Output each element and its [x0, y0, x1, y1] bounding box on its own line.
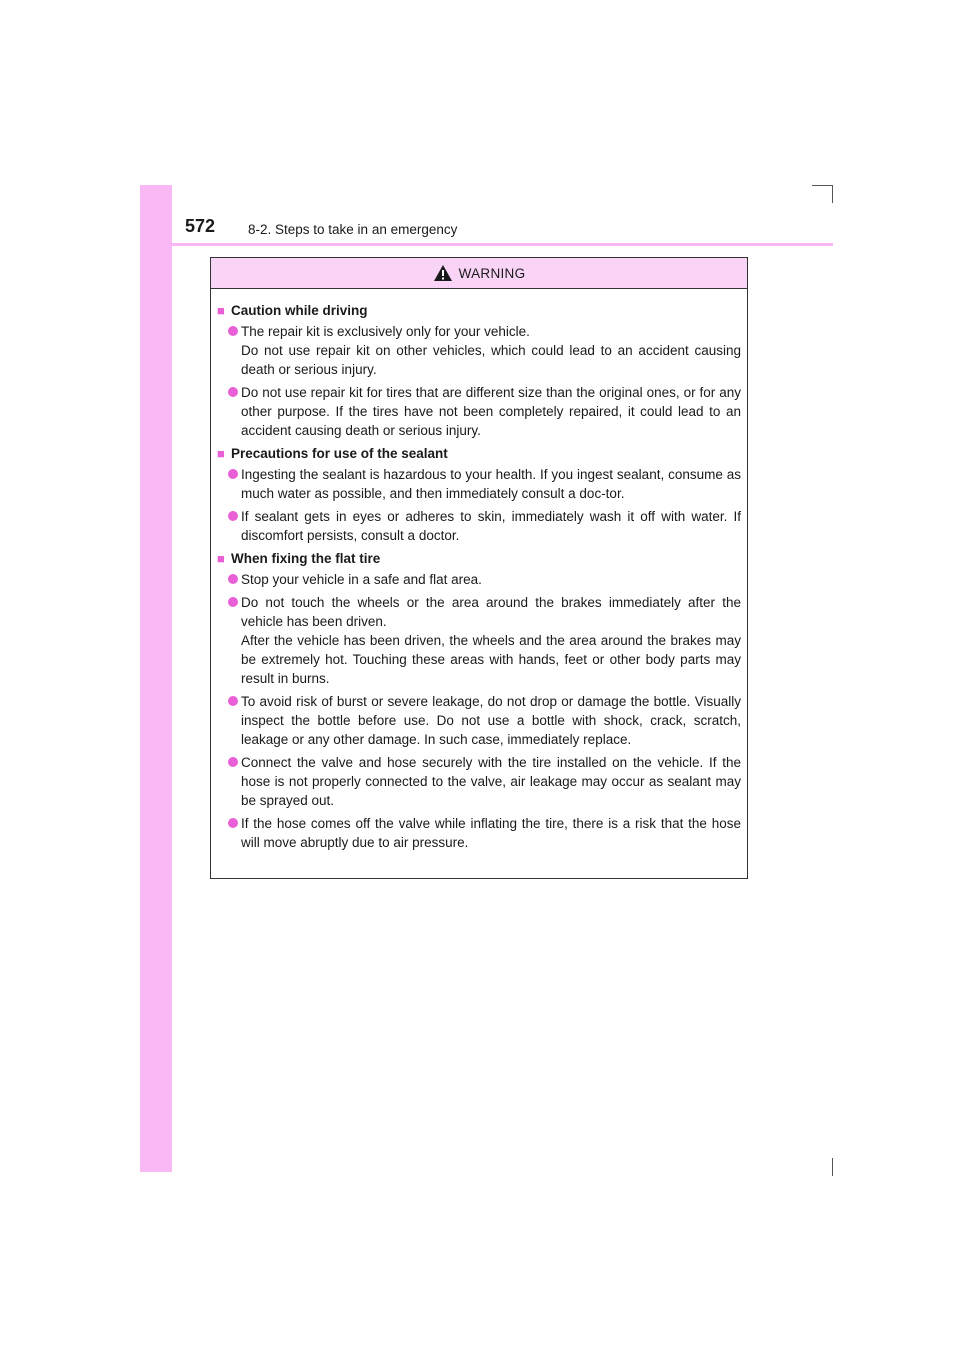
circle-bullet-icon — [227, 814, 241, 833]
item-paragraph: After the vehicle has been driven, the wheels and the area around the brakes may be extremely hot. Touching these areas with hands, feet or other body parts may result in burns. — [241, 633, 741, 686]
warning-section — [217, 549, 741, 852]
circle-bullet-icon — [227, 507, 241, 526]
list-item — [217, 753, 741, 810]
list-item-text — [241, 322, 741, 379]
list-item-text — [241, 692, 741, 749]
item-paragraph: To avoid risk of burst or severe leakage, do not drop or damage the bottle. Visually inspect the bottle before use. Do not use a bottle with shock, crack, scratch, leakage or any other damage. In such case, immediately replace. — [241, 694, 741, 747]
item-paragraph: If sealant gets in eyes or adheres to skin, immediately wash it off with water. If discomfort persists, consult a doctor. — [241, 509, 741, 543]
crop-mark-top-vertical — [832, 185, 833, 203]
square-bullet-icon: ■ — [217, 446, 225, 461]
list-item-text — [241, 383, 741, 440]
warning-body — [211, 289, 747, 852]
section-heading — [217, 549, 741, 568]
list-item — [217, 383, 741, 440]
warning-box — [210, 257, 748, 879]
section-heading-text: Precautions for use of the sealant — [231, 446, 448, 461]
warning-header — [211, 258, 747, 289]
list-item — [217, 570, 741, 589]
crop-mark-bottom — [832, 1158, 833, 1176]
circle-bullet-icon — [227, 753, 241, 772]
warning-triangle-icon — [433, 264, 453, 282]
square-bullet-icon: ■ — [217, 551, 225, 566]
square-bullet-icon: ■ — [217, 303, 225, 318]
circle-bullet-icon — [227, 692, 241, 711]
circle-bullet-icon — [227, 570, 241, 589]
page-number: 572 — [185, 216, 216, 236]
crop-mark-top — [812, 185, 832, 186]
item-paragraph: Stop your vehicle in a safe and flat area. — [241, 572, 482, 587]
item-paragraph: Do not touch the wheels or the area around the brakes immediately after the vehicle has been driven. — [241, 595, 741, 629]
side-tab — [140, 185, 172, 1172]
section-heading-text: When fixing the flat tire — [231, 551, 381, 566]
list-item — [217, 507, 741, 545]
list-item — [217, 692, 741, 749]
header-rule — [140, 243, 833, 246]
item-paragraph: Do not use repair kit on other vehicles, which could lead to an accident causing death or serious injury. — [241, 343, 741, 377]
list-item-text — [241, 507, 741, 545]
list-item-text — [241, 753, 741, 810]
item-paragraph: Connect the valve and hose securely with the tire installed on the vehicle. If the hose is not properly connected to the valve, air leakage may occur as sealant may be sprayed out. — [241, 755, 741, 808]
warning-section — [217, 444, 741, 545]
circle-bullet-icon — [227, 383, 241, 402]
section-heading — [217, 444, 741, 463]
list-item-text — [241, 570, 741, 589]
circle-bullet-icon — [227, 465, 241, 484]
item-paragraph: The repair kit is exclusively only for your vehicle. — [241, 324, 530, 339]
list-item-text — [241, 465, 741, 503]
circle-bullet-icon — [227, 322, 241, 341]
item-paragraph: If the hose comes off the valve while inflating the tire, there is a risk that the hose will move abruptly due to air pressure. — [241, 816, 741, 850]
list-item — [217, 814, 741, 852]
section-heading-text: Caution while driving — [231, 303, 368, 318]
warning-label: WARNING — [458, 265, 526, 281]
warning-section — [217, 301, 741, 440]
circle-bullet-icon — [227, 593, 241, 612]
list-item — [217, 465, 741, 503]
item-paragraph: Ingesting the sealant is hazardous to your health. If you ingest sealant, consume as much water as possible, and then immediately consult a doc-tor. — [241, 467, 741, 501]
list-item — [217, 593, 741, 688]
list-item-text — [241, 593, 741, 688]
item-paragraph: Do not use repair kit for tires that are different size than the original ones, or for any other purpose. If the tires have not been completely repaired, it could lead to an accident causing death or serious injury. — [241, 385, 741, 438]
list-item — [217, 322, 741, 379]
section-heading — [217, 301, 741, 320]
list-item-text — [241, 814, 741, 852]
section-title: 8-2. Steps to take in an emergency — [248, 222, 458, 237]
